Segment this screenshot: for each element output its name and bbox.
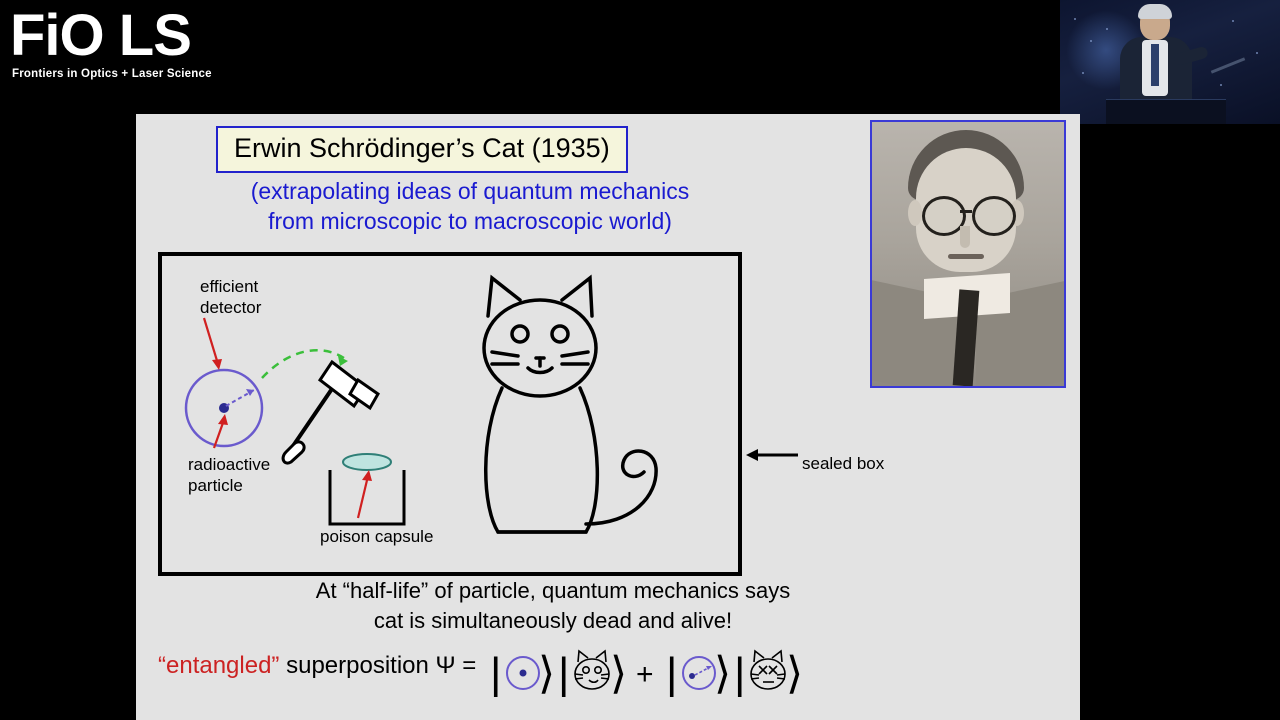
background-star [1090, 40, 1092, 42]
microphone-icon [1211, 57, 1246, 73]
plus-sign: + [636, 658, 654, 691]
ket-bar: | [734, 649, 746, 698]
podium [1106, 99, 1226, 124]
background-star [1220, 84, 1222, 86]
sealed-box-diagram [158, 252, 742, 576]
capsule-pointer-arrow [358, 476, 368, 518]
equation-rest: superposition Ψ = [279, 652, 477, 679]
label-line: radioactive [188, 455, 271, 474]
subtitle-line-1: (extrapolating ideas of quantum mechanics [250, 178, 690, 204]
particle-dot [520, 670, 527, 677]
detector-pointer-arrow [204, 318, 218, 364]
arrowhead [218, 414, 228, 425]
slide-subtitle [170, 176, 770, 236]
branding-bar [0, 0, 1060, 104]
sealed-box-arrow [742, 444, 800, 466]
glasses-bridge [960, 210, 972, 213]
label-line: efficient [200, 277, 259, 296]
ket-close: ⟩ [538, 649, 556, 698]
schrodinger-portrait [870, 120, 1066, 388]
ket-close: ⟩ [786, 649, 804, 698]
speaker-tie [1151, 44, 1159, 86]
particle-state-icon [683, 657, 715, 689]
poison-capsule-icon [343, 454, 391, 470]
portrait-nose [960, 226, 970, 248]
sealed-box-label: sealed box [802, 454, 885, 473]
ket-bar: | [558, 649, 570, 698]
cat-illustration [484, 278, 656, 532]
ket-bar: | [490, 649, 502, 698]
portrait-mouth [948, 254, 984, 259]
speaker-hair [1138, 4, 1172, 19]
ket-close: ⟩ [610, 649, 628, 698]
cat-dead-icon [751, 651, 785, 689]
poison-capsule-label: poison capsule [320, 527, 434, 546]
cat-alive-icon [575, 651, 609, 689]
slide-canvas [136, 114, 1080, 720]
bottom-line-2: cat is simultaneously dead and alive! [373, 608, 733, 633]
ket-bar: | [666, 649, 678, 698]
entangled-word: “entangled” [158, 652, 280, 679]
slide-bottom-text [158, 576, 948, 636]
arrowhead [706, 666, 712, 670]
subtitle-line-2: from microscopic to macroscopic world) [268, 208, 672, 234]
label-line: detector [200, 298, 262, 317]
experiment-illustration [162, 256, 738, 572]
background-star [1256, 52, 1258, 54]
arrowhead [212, 359, 222, 370]
background-star [1232, 20, 1234, 22]
bottom-line-1: At “half-life” of particle, quantum mechanics says [315, 578, 791, 603]
background-star [1106, 28, 1108, 30]
background-star [1074, 18, 1076, 20]
slide-title: Erwin Schrödinger’s Cat (1935) [216, 126, 628, 173]
fio-ls-logo: FiO LS [10, 3, 191, 68]
branding-tagline: Frontiers in Optics + Laser Science [12, 68, 212, 80]
speaker-video-inset [1060, 0, 1280, 124]
portrait-ear-left [908, 200, 922, 226]
background-star [1082, 72, 1084, 74]
equation-ket-diagrams [486, 644, 826, 706]
ket-close: ⟩ [714, 649, 732, 698]
particle-dot [689, 673, 695, 679]
label-line: particle [188, 476, 243, 495]
hammer-icon [283, 362, 378, 463]
arrowhead [362, 470, 372, 481]
glasses-icon [972, 196, 1016, 236]
